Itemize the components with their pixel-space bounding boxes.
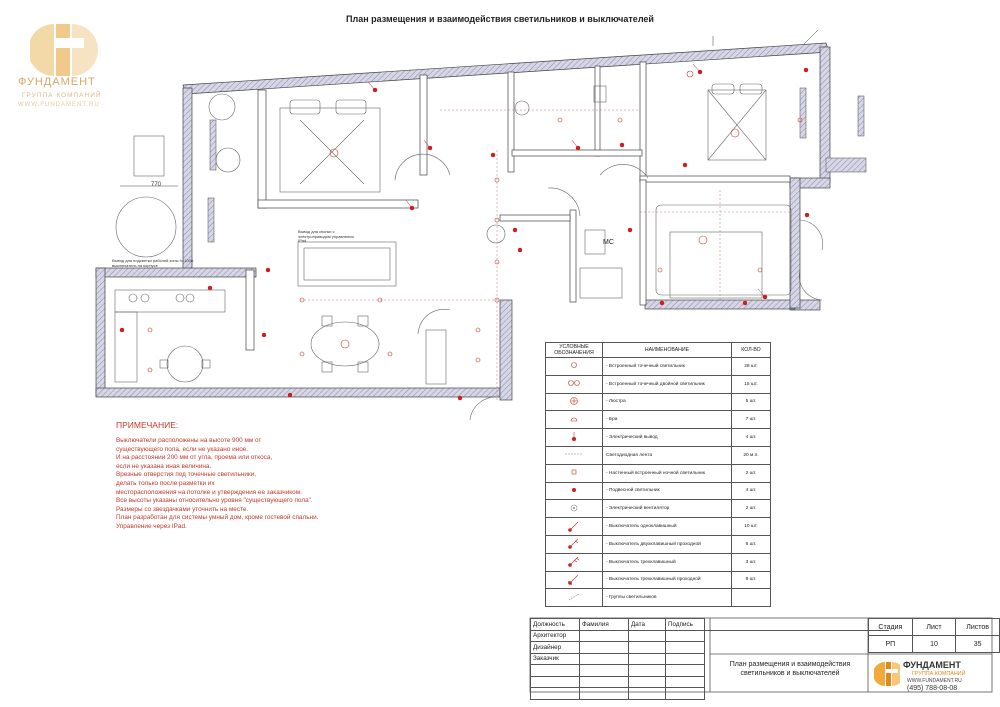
- note-line: И на расстоянии 200 мм от угла, проема или откоса,: [116, 454, 273, 462]
- legend-qty: 3 шт.: [732, 553, 771, 571]
- sig-header: Фамилия: [580, 619, 629, 631]
- legend-qty: 10 шт.: [732, 518, 771, 536]
- legend-name: Светодиодная лента: [603, 446, 732, 464]
- stamp-value: 10: [912, 636, 956, 653]
- outlet-note: Вывод для кнопки с электроприводом управления IPad: [298, 229, 354, 244]
- note-line: Размеры со звездачками уточнить на месте.: [116, 505, 249, 513]
- note-line: существующего пола, если не указано иное.: [116, 445, 249, 453]
- note-line: Врезные отверстия под точечные светильники,: [116, 471, 257, 479]
- legend-name: - Выключатель одноклавишный: [603, 518, 732, 536]
- footer-phone: (495) 788-08-08: [907, 685, 958, 692]
- legend-name: - Выключатель трехклавишный проходной: [603, 571, 732, 589]
- dimension-770: 770: [151, 182, 162, 188]
- legend-qty: 4 шт.: [732, 482, 771, 500]
- legend-name: - Встроенный точечный светильник: [603, 358, 732, 376]
- legend-header-symbol: УСЛОВНЫЕ ОБОЗНАЧЕНИЯ: [546, 343, 603, 358]
- legend-qty: 15 шт.: [732, 375, 771, 393]
- footer-name: ФУНДАМЕНТ: [903, 660, 961, 670]
- note-line: План разработан для системы умный дом, кроме гостевой спальни.: [116, 514, 319, 522]
- legend-name: - Подвесной светильник: [603, 482, 732, 500]
- note-line: если не указана иная величина.: [116, 462, 212, 470]
- stamp-value: РП: [869, 636, 913, 653]
- logo-name: ФУНДАМЕНТ: [18, 76, 96, 88]
- legend-qty: 5 шт.: [732, 393, 771, 411]
- footer-group: ГРУППА КОМПАНИЙ: [912, 671, 966, 677]
- legend-qty: 8 шт.: [732, 571, 771, 589]
- note-line: Управление через IPad.: [116, 522, 187, 530]
- legend-qty: 6 шт.: [732, 535, 771, 553]
- legend-name: - Настенный встроенный ночной светильник: [603, 464, 732, 482]
- legend-qty: 4 шт.: [732, 429, 771, 447]
- sig-role: Архитектор: [531, 630, 580, 642]
- notes-heading: ПРИМЕЧАНИЕ:: [116, 420, 179, 430]
- legend-qty: 2 шт.: [732, 464, 771, 482]
- sig-role: Дизайнер: [531, 642, 580, 654]
- stamp-header: Лист: [912, 619, 956, 636]
- sig-role: Заказчик: [531, 653, 580, 665]
- stamp-value: 35: [956, 636, 1000, 653]
- logo-url: WWW.FUNDAMENT.RU: [18, 102, 100, 108]
- legend-name: - Встроенный точечный двойной светильник: [603, 375, 732, 393]
- legend-name: - Выключатель трехклавишный: [603, 553, 732, 571]
- note-line: Выключатели расположены на высоте 900 мм от: [116, 437, 262, 444]
- stamp-table: [868, 618, 1000, 653]
- note-line: месторасположения на потолке и утверждения ее заказчиком.: [116, 488, 302, 496]
- stamp-header: Листов: [956, 619, 1000, 636]
- legend-name: - Электрический вентилятор: [603, 500, 732, 518]
- sheet-title-line: светильников и выключателей: [740, 670, 840, 677]
- sheet-title: [710, 660, 870, 678]
- mc-label: МС: [603, 239, 614, 246]
- sig-header: Должность: [531, 619, 580, 631]
- sig-header: Подпись: [666, 619, 705, 631]
- legend-qty: 2 шт.: [732, 500, 771, 518]
- sig-header: Дата: [629, 619, 666, 631]
- page-title: План размещения и взаимодействия светильников и выключателей: [346, 14, 654, 24]
- note-line: делать только после разметки их: [116, 479, 215, 487]
- logo-group: ГРУППА КОМПАНИЙ: [22, 92, 102, 99]
- legend-qty: 20 м.п.: [732, 446, 771, 464]
- legend-name: - Группы светильников: [603, 589, 732, 607]
- note-line: Все высоты указаны относительно уровня "существующего пола".: [116, 497, 313, 505]
- sheet-title-line: План размещения и взаимодействия: [729, 661, 851, 668]
- legend-header-qty: КОЛ-ВО: [732, 343, 771, 358]
- legend-name: - Люстра: [603, 393, 732, 411]
- legend-qty: 7 шт.: [732, 411, 771, 429]
- legend-name: - Выключатель двухклавишный проходной: [603, 535, 732, 553]
- legend-name: - Бра: [603, 411, 732, 429]
- footer-url: WWW.FUNDAMENT.RU: [907, 678, 962, 684]
- legend-qty: 28 шт.: [732, 358, 771, 376]
- stamp-header: Стадия: [869, 619, 913, 636]
- work-zone-note: Вывод для подсветки рабочей зоны h=1000, выключатель на корпусе: [112, 258, 195, 268]
- legend-name: - Электрический вывод: [603, 429, 732, 447]
- footer-logo-icon: [874, 660, 900, 688]
- legend-header-name: НАИМЕНОВАНИЕ: [603, 343, 732, 358]
